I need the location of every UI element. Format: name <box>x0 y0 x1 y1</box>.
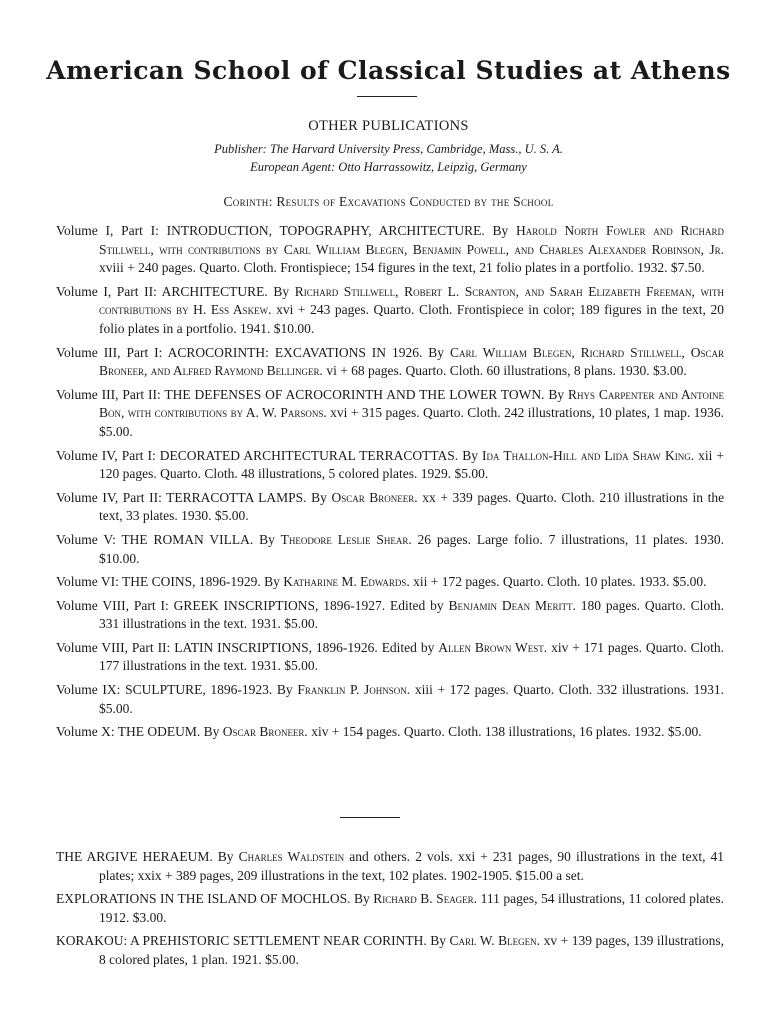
entry-authors: Theodore Leslie Shear. <box>280 531 412 547</box>
entry-volume-label: Volume IX: <box>56 682 121 698</box>
entry-by: By <box>217 849 234 864</box>
entry-by: By <box>548 386 565 402</box>
entry-by: By <box>203 724 220 740</box>
entry-details: xiii + 172 pages. Quarto. Cloth. 332 illustrations. 1931. $5.00. <box>99 682 725 716</box>
publication-entry <box>56 283 724 339</box>
publication-entry <box>56 489 724 526</box>
entry-volume-label: Volume III, Part II: <box>56 386 161 402</box>
entry-details: 26 pages. Large folio. 7 illustrations, 11 plates. 1930. $10.00. <box>99 531 725 566</box>
entry-by: Edited by <box>381 639 435 655</box>
publication-entry <box>56 573 724 592</box>
entry-title: THE ROMAN VILLA. <box>121 531 254 547</box>
entry-details: 111 pages, 54 illustrations, 11 colored plates. 1912. $3.00. <box>99 891 724 925</box>
other-entry-list <box>56 848 724 975</box>
section-divider <box>340 817 400 818</box>
entry-by: By <box>311 489 327 505</box>
entry-authors: Richard B. Seager. <box>373 891 478 907</box>
entry-by: By <box>264 574 280 590</box>
section-subtitle: OTHER PUBLICATIONS <box>308 118 469 134</box>
publication-entry <box>56 531 724 568</box>
publication-entry <box>56 447 724 484</box>
entry-title: THE DEFENSES OF ACROCORINTH AND THE LOWER TOWN. <box>164 386 545 402</box>
entry-authors: Harold North Fowler and Richard Stillwell, with contributions by Carl William Blegen, Benjamin Powell, and Charles Alexander Robinson, Jr. <box>99 223 725 257</box>
entry-details: xx + 339 pages. Quarto. Cloth. 210 illustrations in the text, 33 plates. 1930. $5.00. <box>99 489 725 524</box>
entry-title: DECORATED ARCHITECTURAL TERRACOTTAS. <box>159 447 459 463</box>
entry-volume-label: Volume VIII, Part II: <box>56 639 171 655</box>
entry-volume-label: Volume X: <box>56 724 115 740</box>
entry-volume-label: Volume VI: <box>56 574 119 590</box>
publication-entry <box>56 639 724 676</box>
entry-authors: Richard Stillwell, Robert L. Scranton, and Sarah Elizabeth Freeman, with contributions by H. Ess Askew. <box>99 283 724 318</box>
entry-by: By <box>492 223 509 238</box>
entry-volume-label: Volume IV, Part I: <box>56 447 156 463</box>
entry-title: EXPLORATIONS IN THE ISLAND OF MOCHLOS. <box>56 891 351 907</box>
entry-authors: Oscar Broneer. <box>222 724 308 740</box>
entry-by: By <box>273 283 290 299</box>
entry-title: THE COINS, 1896-1929. <box>122 574 261 590</box>
publication-entry <box>56 932 724 969</box>
entry-by: By <box>259 531 275 547</box>
entry-volume-label: Volume III, Part I: <box>56 344 163 360</box>
entry-by: By <box>428 344 445 360</box>
entry-details: xv + 139 pages, 139 illustrations, 8 colored plates, 1 plan. 1921. $5.00. <box>99 933 724 967</box>
entry-details: xiv + 154 pages. Quarto. Cloth. 138 illustrations, 16 plates. 1932. $5.00. <box>311 724 702 740</box>
entry-by: By <box>276 682 293 698</box>
entry-details: 180 pages. Quarto. Cloth. 331 illustrations in the text. 1931. $5.00. <box>99 597 724 632</box>
publication-entry <box>56 723 724 742</box>
entry-title: THE ODEUM. <box>117 724 201 740</box>
entry-volume-label: Volume I, Part II: <box>56 283 157 299</box>
entry-authors: Charles Waldstein <box>238 849 345 864</box>
corinth-heading: Corinth: Results of Excavations Conducted by the School <box>223 194 554 209</box>
publication-entry <box>56 222 724 278</box>
entry-authors: Rhys Carpenter and Antoine Bon, with contributions by A. W. Parsons. <box>99 386 724 421</box>
publication-entry <box>56 597 724 634</box>
entry-authors: Katharine M. Edwards. <box>283 574 410 590</box>
entry-authors: Benjamin Dean Meritt. <box>448 597 576 613</box>
entry-details: xii + 120 pages. Quarto. Cloth. 48 illustrations, 5 colored plates. 1929. $5.00. <box>99 447 725 482</box>
page-title: American School of Classical Studies at Athens <box>46 56 731 85</box>
entry-by: By <box>462 447 478 463</box>
entry-by: By <box>353 891 370 907</box>
corinth-entry-list <box>56 222 724 747</box>
entry-details: vi + 68 pages. Quarto. Cloth. 60 illustrations, 8 plans. 1930. $3.00. <box>326 363 687 379</box>
entry-title: ACROCORINTH: EXCAVATIONS IN 1926. <box>167 344 423 360</box>
entry-title: TERRACOTTA LAMPS. <box>166 489 307 505</box>
entry-authors: Allen Brown West. <box>438 639 548 655</box>
publisher-line: Publisher: The Harvard University Press, Cambridge, Mass., U. S. A. <box>214 142 563 156</box>
entry-title: KORAKOU: A PREHISTORIC SETTLEMENT NEAR CORINTH. <box>56 933 427 949</box>
entry-title: GREEK INSCRIPTIONS, 1896-1927. <box>173 597 386 613</box>
entry-volume-label: Volume V: <box>56 531 116 547</box>
entry-authors: Carl W. Blegen. <box>449 933 541 949</box>
entry-title: SCULPTURE, 1896-1923. <box>125 682 273 698</box>
entry-details: xii + 172 pages. Quarto. Cloth. 10 plates. 1933. $5.00. <box>413 574 707 590</box>
publication-entry <box>56 890 724 927</box>
entry-details: and others. 2 vols. xxi + 231 pages, 90 illustrations in the text, 41 plates; xxix + 389 pages, 209 illustrations in the text, 102 plates. 1902-1905. $15.00 a set. <box>99 849 725 883</box>
entry-title: INTRODUCTION, TOPOGRAPHY, ARCHITECTURE. <box>166 223 485 238</box>
entry-volume-label: Volume I, Part I: <box>56 223 159 238</box>
entry-details: xvi + 315 pages. Quarto. Cloth. 242 illustrations, 10 plates, 1 map. 1936. $5.00. <box>99 405 725 439</box>
entry-volume-label: Volume VIII, Part I: <box>56 597 169 613</box>
entry-details: xviii + 240 pages. Quarto. Cloth. Frontispiece; 154 figures in the text, 21 folio plates in a portfolio. 1932. $7.50. <box>99 260 705 276</box>
publication-entry <box>56 848 724 885</box>
agent-line: European Agent: Otto Harrassowitz, Leipzig, Germany <box>250 160 527 174</box>
entry-authors: Carl William Blegen, Richard Stillwell, Oscar Broneer, and Alfred Raymond Bellinger. <box>99 344 724 379</box>
entry-by: By <box>430 933 446 949</box>
entry-title: THE ARGIVE HERAEUM. <box>56 849 213 864</box>
entry-authors: Oscar Broneer. <box>331 489 418 505</box>
title-divider <box>357 96 417 97</box>
publisher-block <box>0 140 777 176</box>
entry-details: xvi + 243 pages. Quarto. Cloth. Frontispiece in color; 189 figures in the text, 20 folio plates in a portfolio. 1941. $10.00. <box>99 302 724 336</box>
entry-details: xiv + 171 pages. Quarto. Cloth. 177 illustrations in the text. 1931. $5.00. <box>99 639 725 674</box>
entry-by: Edited by <box>390 597 444 613</box>
entry-volume-label: Volume IV, Part II: <box>56 489 162 505</box>
entry-title: ARCHITECTURE. <box>161 283 268 299</box>
entry-title: LATIN INSCRIPTIONS, 1896-1926. <box>174 639 378 655</box>
publication-entry <box>56 681 724 718</box>
publication-entry <box>56 386 724 442</box>
publication-entry <box>56 344 724 381</box>
entry-authors: Ida Thallon-Hill and Lida Shaw King. <box>482 447 695 463</box>
entry-authors: Franklin P. Johnson. <box>297 682 411 698</box>
